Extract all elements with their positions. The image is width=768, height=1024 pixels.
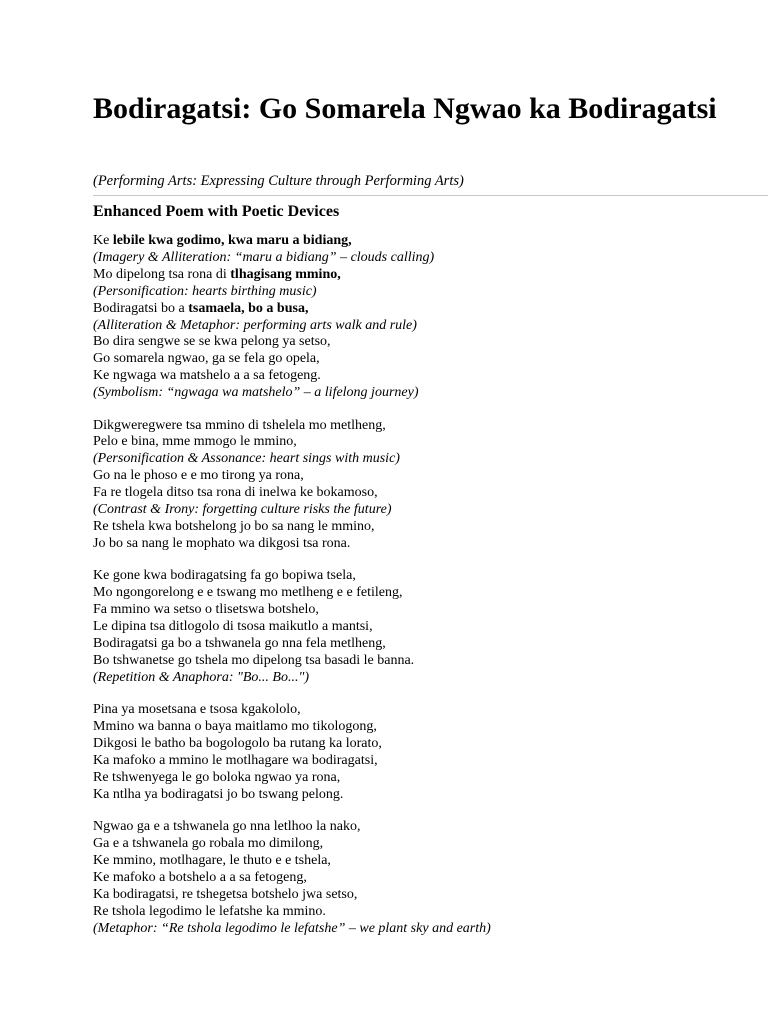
poem-line (93, 787, 753, 804)
poem-line-text: Ngwao ga e a tshwanela go nna letlhoo la nako, (93, 819, 361, 835)
poem-stanza (93, 418, 753, 553)
poem-line-text: Dikgosi le batho ba bogologolo ba rutang ka lorato, (93, 735, 382, 751)
poem-line-text: Bo dira sengwe se se kwa pelong ya setso, (93, 334, 331, 350)
poem-line (93, 568, 753, 585)
poem-line-text: (Metaphor: “Re tshola legodimo le lefatshe” – we plant sky and earth) (93, 920, 491, 936)
poem-line-text: Ke mafoko a botshelo a a sa fetogeng, (93, 869, 307, 885)
poem-line-text: (Repetition & Anaphora: "Bo... Bo...") (93, 669, 310, 685)
poem-body (93, 233, 753, 953)
poem-device-note (93, 284, 753, 301)
poem-line (93, 334, 753, 351)
poem-line (93, 853, 753, 870)
poem-line-text: Mo ngongorelong e e tswang mo metlheng e e fetileng, (93, 585, 403, 601)
poem-line-text: Fa re tlogela ditso tsa rona di inelwa ke bokamoso, (93, 485, 378, 501)
poem-stanza (93, 233, 753, 402)
poem-line (93, 368, 753, 385)
poem-line (93, 536, 753, 553)
poem-line (93, 602, 753, 619)
poem-line-text: (Contrast & Irony: forgetting culture risks the future) (93, 502, 392, 518)
poem-line (93, 434, 753, 451)
poem-device-note (93, 502, 753, 519)
poem-line (93, 519, 753, 536)
poem-line-text: Bodiragatsi bo a (93, 300, 189, 316)
poem-line (93, 418, 753, 435)
poem-line (93, 485, 753, 502)
poem-line-emphasis: tsamaela, bo a busa, (188, 300, 309, 316)
poem-line (93, 870, 753, 887)
page-subtitle: (Performing Arts: Expressing Culture through Performing Arts) (93, 173, 464, 189)
poem-line-emphasis: tlhagisang mmino, (230, 266, 341, 282)
poem-line (93, 904, 753, 921)
poem-line-text: Fa mmino wa setso o tlisetswa botshelo, (93, 602, 319, 618)
page-title: Bodiragatsi: Go Somarela Ngwao ka Bodiragatsi (93, 92, 717, 125)
poem-line-text: Go na le phoso e e mo tirong ya rona, (93, 468, 304, 484)
poem-line-text: Ka bodiragatsi, re tshegetsa botshelo jwa setso, (93, 886, 358, 902)
poem-line-text: Ka mafoko a mmino le motlhagare wa bodiragatsi, (93, 752, 378, 768)
poem-stanza (93, 702, 753, 803)
poem-line-text: Pina ya mosetsana e tsosa kgakololo, (93, 702, 301, 718)
poem-device-note (93, 451, 753, 468)
section-heading: Enhanced Poem with Poetic Devices (93, 203, 340, 220)
poem-line (93, 753, 753, 770)
poem-line-text: Dikgweregwere tsa mmino di tshelela mo metlheng, (93, 417, 386, 433)
poem-line (93, 468, 753, 485)
poem-line-text: (Imagery & Alliteration: “maru a bidiang” – clouds calling) (93, 249, 435, 265)
poem-line-text: Le dipina tsa ditlogolo di tsosa maikutlo a mantsi, (93, 619, 373, 635)
poem-line-text: Mo dipelong tsa rona di (93, 266, 231, 282)
poem-line-text: Bodiragatsi ga bo a tshwanela go nna fela metlheng, (93, 635, 386, 651)
poem-line-emphasis: lebile kwa godimo, kwa maru a bidiang, (112, 233, 352, 248)
poem-line (93, 770, 753, 787)
poem-line-text: (Personification: hearts birthing music) (93, 283, 317, 299)
poem-line (93, 736, 753, 753)
poem-line-text: Re tshwenyega le go boloka ngwao ya rona, (93, 769, 341, 785)
poem-line (93, 887, 753, 904)
poem-line (93, 585, 753, 602)
poem-line (93, 636, 753, 653)
poem-line-text: Re tshela kwa botshelong jo bo sa nang le mmino, (93, 519, 375, 534)
poem-line (93, 301, 753, 318)
divider (93, 195, 768, 196)
poem-line-text: (Symbolism: “ngwaga wa matshelo” – a lifelong journey) (93, 385, 419, 401)
poem-line-text: Ke ngwaga wa matshelo a a sa fetogeng. (93, 368, 321, 384)
poem-line (93, 719, 753, 736)
poem-device-note (93, 385, 753, 402)
poem-line (93, 619, 753, 636)
poem-line (93, 267, 753, 284)
poem-line-text: Ke (93, 233, 113, 248)
poem-device-note (93, 250, 753, 267)
poem-device-note (93, 318, 753, 335)
poem-line (93, 836, 753, 853)
poem-line-text: (Alliteration & Metaphor: performing arts walk and rule) (93, 317, 417, 333)
poem-line-text: Mmino wa banna o baya maitlamo mo tikologong, (93, 719, 377, 735)
poem-line-text: Pelo e bina, mme mmogo le mmino, (93, 434, 297, 450)
poem-line-text: Re tshola legodimo le lefatshe ka mmino. (93, 903, 326, 919)
poem-line (93, 653, 753, 670)
poem-line-text: Ke gone kwa bodiragatsing fa go bopiwa tsela, (93, 568, 356, 584)
poem-stanza (93, 568, 753, 686)
poem-line-text: (Personification & Assonance: heart sings with music) (93, 451, 400, 467)
poem-line (93, 819, 753, 836)
poem-line (93, 702, 753, 719)
poem-line-text: Jo bo sa nang le mophato wa dikgosi tsa rona. (93, 535, 351, 551)
poem-stanza (93, 819, 753, 937)
poem-line-text: Ke mmino, motlhagare, le thuto e e tshela, (93, 852, 331, 868)
poem-line (93, 233, 753, 250)
poem-line-text: Ga e a tshwanela go robala mo dimilong, (93, 836, 324, 851)
poem-line-text: Go somarela ngwao, ga se fela go opela, (93, 351, 320, 367)
poem-line-text: Ka ntlha ya bodiragatsi jo bo tswang pelong. (93, 786, 344, 802)
poem-line (93, 351, 753, 368)
poem-device-note (93, 921, 753, 938)
poem-device-note (93, 670, 753, 687)
poem-line-text: Bo tshwanetse go tshela mo dipelong tsa basadi le banna. (93, 652, 415, 668)
